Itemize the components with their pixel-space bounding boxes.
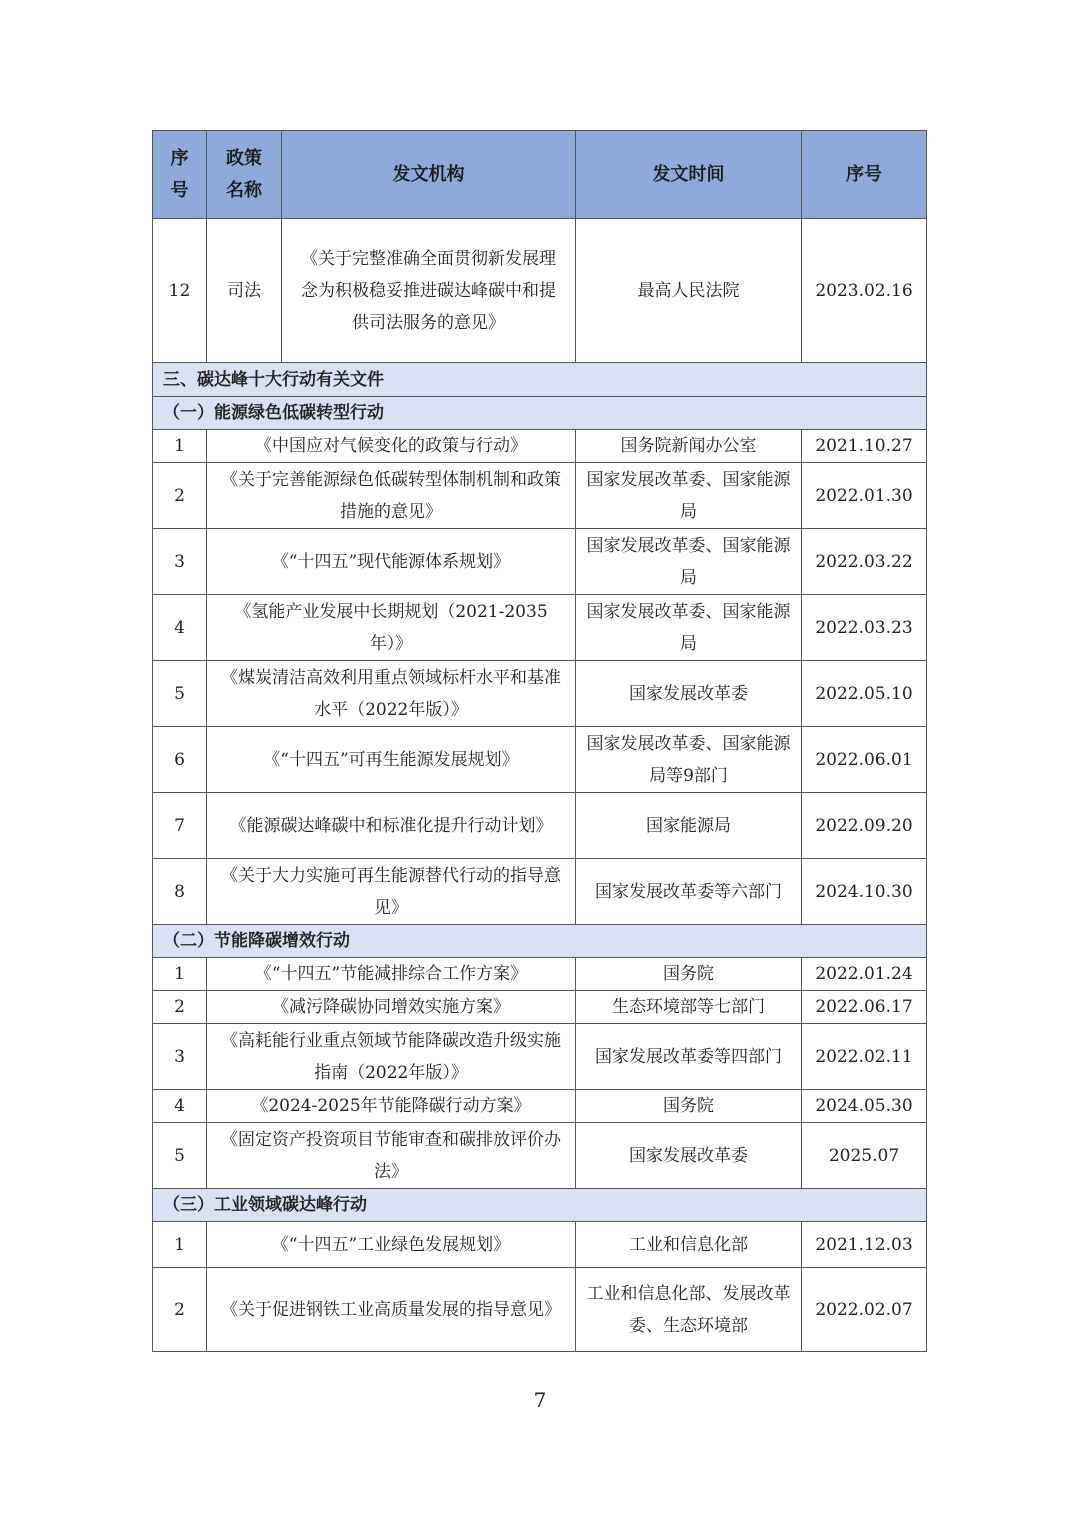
cell-org: 工业和信息化部、发展改革委、生态环境部 [576, 1268, 802, 1352]
header-no-line1: 序 [170, 147, 189, 169]
cell-date: 2022.01.30 [802, 463, 927, 529]
cell-title: 《关于大力实施可再生能源替代行动的指导意见》 [207, 859, 576, 925]
cell-org: 国家发展改革委等四部门 [576, 1024, 802, 1090]
table-row [153, 727, 927, 793]
cell-date: 2022.05.10 [802, 661, 927, 727]
section-header [153, 925, 927, 958]
cell-org: 国务院 [576, 1090, 802, 1123]
header-no-line2: 号 [170, 179, 189, 201]
section-title: （二）节能降碳增效行动 [153, 925, 927, 958]
cell-title: 《能源碳达峰碳中和标准化提升行动计划》 [207, 793, 576, 859]
cell-org: 工业和信息化部 [576, 1222, 802, 1268]
cell-date: 2022.03.23 [802, 595, 927, 661]
cell-title: 《中国应对气候变化的政策与行动》 [207, 430, 576, 463]
cell-title: 《关于完善能源绿色低碳转型体制机制和政策措施的意见》 [207, 463, 576, 529]
cell-title: 《“十四五”节能减排综合工作方案》 [207, 958, 576, 991]
cell-org: 国家发展改革委、国家能源局 [576, 595, 802, 661]
header-category [207, 131, 282, 219]
header-row [153, 131, 927, 219]
table-row [153, 1123, 927, 1189]
header-date-col: 发文时间 [576, 131, 802, 219]
cell-date: 2022.06.17 [802, 991, 927, 1024]
section-header-main [153, 363, 927, 397]
cell-no: 12 [153, 219, 207, 363]
cell-title: 《“十四五”现代能源体系规划》 [207, 529, 576, 595]
header-category-line2: 名称 [226, 179, 262, 201]
cell-org: 国家发展改革委 [576, 1123, 802, 1189]
cell-date: 2025.07 [802, 1123, 927, 1189]
table-row [153, 595, 927, 661]
section-title: （一）能源绿色低碳转型行动 [153, 397, 927, 430]
cell-no: 3 [153, 529, 207, 595]
cell-no: 4 [153, 595, 207, 661]
cell-date: 2022.02.11 [802, 1024, 927, 1090]
cell-date: 2023.02.16 [802, 219, 927, 363]
table-row [153, 1222, 927, 1268]
cell-org: 国家发展改革委、国家能源局 [576, 529, 802, 595]
cell-title: 《2024-2025年节能降碳行动方案》 [207, 1090, 576, 1123]
table-row [153, 1268, 927, 1352]
table-row [153, 529, 927, 595]
cell-org: 国家发展改革委、国家能源局等9部门 [576, 727, 802, 793]
section-header [153, 397, 927, 430]
cell-no: 8 [153, 859, 207, 925]
cell-no: 5 [153, 1123, 207, 1189]
cell-no: 2 [153, 991, 207, 1024]
cell-no: 5 [153, 661, 207, 727]
cell-no: 4 [153, 1090, 207, 1123]
cell-no: 2 [153, 1268, 207, 1352]
cell-title: 《“十四五”可再生能源发展规划》 [207, 727, 576, 793]
cell-title: 《煤炭清洁高效利用重点领域标杆水平和基准水平（2022年版）》 [207, 661, 576, 727]
section-title-main: 三、碳达峰十大行动有关文件 [153, 363, 927, 397]
cell-org: 国务院 [576, 958, 802, 991]
header-last-col: 序号 [802, 131, 927, 219]
table-row [153, 958, 927, 991]
cell-org: 生态环境部等七部门 [576, 991, 802, 1024]
table-row [153, 219, 927, 363]
table-row [153, 463, 927, 529]
cell-date: 2022.03.22 [802, 529, 927, 595]
cell-org: 最高人民法院 [576, 219, 802, 363]
table-row [153, 1024, 927, 1090]
cell-title: 《“十四五”工业绿色发展规划》 [207, 1222, 576, 1268]
cell-title: 《关于促进钢铁工业高质量发展的指导意见》 [207, 1268, 576, 1352]
cell-no: 1 [153, 1222, 207, 1268]
cell-no: 1 [153, 430, 207, 463]
policy-table [152, 130, 927, 1352]
header-org-col: 发文机构 [282, 131, 576, 219]
cell-category: 司法 [207, 219, 282, 363]
header-no [153, 131, 207, 219]
cell-date: 2022.01.24 [802, 958, 927, 991]
table-row [153, 991, 927, 1024]
cell-title: 《氢能产业发展中长期规划（2021-2035年）》 [207, 595, 576, 661]
cell-date: 2022.02.07 [802, 1268, 927, 1352]
cell-date: 2024.10.30 [802, 859, 927, 925]
table-row [153, 1090, 927, 1123]
cell-date: 2022.09.20 [802, 793, 927, 859]
cell-date: 2022.06.01 [802, 727, 927, 793]
cell-date: 2021.12.03 [802, 1222, 927, 1268]
cell-no: 3 [153, 1024, 207, 1090]
cell-date: 2021.10.27 [802, 430, 927, 463]
table-row [153, 430, 927, 463]
cell-org: 国家发展改革委 [576, 661, 802, 727]
cell-org: 国家发展改革委等六部门 [576, 859, 802, 925]
header-category-line1: 政策 [226, 147, 262, 169]
cell-title: 《减污降碳协同增效实施方案》 [207, 991, 576, 1024]
cell-no: 7 [153, 793, 207, 859]
cell-title: 《固定资产投资项目节能审查和碳排放评价办法》 [207, 1123, 576, 1189]
section-title: （三）工业领域碳达峰行动 [153, 1189, 927, 1222]
table-row [153, 859, 927, 925]
cell-org: 国家能源局 [576, 793, 802, 859]
table-row [153, 661, 927, 727]
cell-no: 2 [153, 463, 207, 529]
cell-no: 1 [153, 958, 207, 991]
page-number: 7 [533, 1388, 547, 1412]
cell-date: 2024.05.30 [802, 1090, 927, 1123]
cell-title: 《高耗能行业重点领域节能降碳改造升级实施指南（2022年版）》 [207, 1024, 576, 1090]
cell-title: 《关于完整准确全面贯彻新发展理念为积极稳妥推进碳达峰碳中和提供司法服务的意见》 [282, 219, 576, 363]
cell-org: 国家发展改革委、国家能源局 [576, 463, 802, 529]
table-row [153, 793, 927, 859]
section-header [153, 1189, 927, 1222]
cell-org: 国务院新闻办公室 [576, 430, 802, 463]
cell-no: 6 [153, 727, 207, 793]
